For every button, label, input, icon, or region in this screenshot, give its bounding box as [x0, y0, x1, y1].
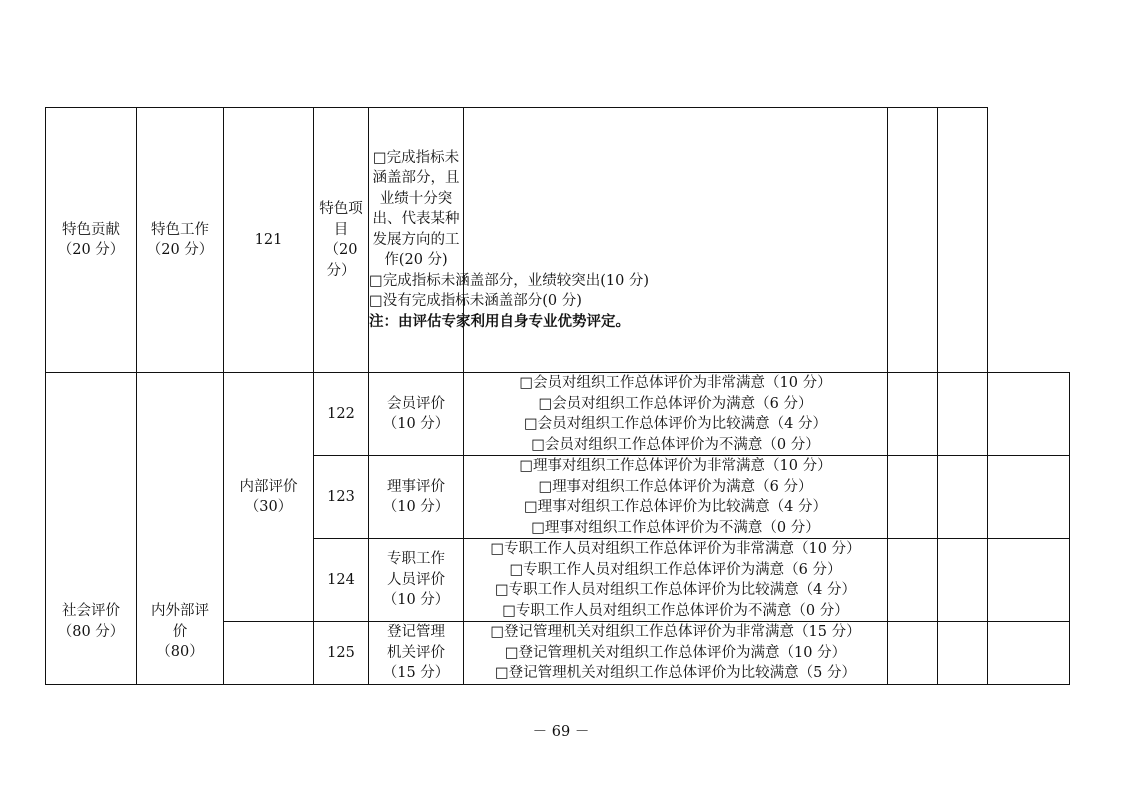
criteria-cell: [464, 539, 888, 622]
criteria-option: □理事对组织工作总体评价为满意（6 分）: [538, 478, 813, 495]
score-cell: [888, 539, 938, 622]
criteria-option: □完成指标未涵盖部分，且业绩十分突出、代表某种发展方向的工作(20 分): [372, 149, 460, 269]
level3-cell: [224, 622, 314, 685]
score-cell: [938, 622, 988, 685]
criteria-option: □理事对组织工作总体评价为比较满意（4 分）: [523, 499, 828, 515]
score-cell: [938, 456, 988, 539]
criteria-option: □理事对组织工作总体评价为不满意（0 分）: [531, 519, 820, 536]
level3-cell: 内部评价 （30）: [224, 373, 314, 622]
criteria-option: □登记管理机关对组织工作总体评价为非常满意（15 分）: [490, 624, 861, 641]
score-cell: [938, 108, 988, 373]
score-cell: [988, 456, 1070, 539]
index-number: 124: [314, 539, 369, 622]
criteria-option: □专职工作人员对组织工作总体评价为非常满意（10 分）: [490, 541, 861, 557]
score-cell: [938, 539, 988, 622]
score-cell: [988, 373, 1070, 456]
table-row-121: [46, 108, 1070, 373]
criteria-option: □没有完成指标未涵盖部分(0 分): [369, 293, 582, 310]
criteria-option: □会员对组织工作总体评价为比较满意（4 分）: [523, 416, 828, 432]
page-number: － 69 －: [532, 724, 590, 740]
index-number: 122: [314, 373, 369, 456]
criteria-option: □会员对组织工作总体评价为满意（6 分）: [538, 395, 813, 412]
item-cell: 理事评价 （10 分）: [369, 456, 464, 539]
evaluation-table: [45, 107, 1070, 685]
criteria-option: □登记管理机关对组织工作总体评价为满意（10 分）: [504, 644, 847, 661]
score-cell: [988, 539, 1070, 622]
criteria-option: □会员对组织工作总体评价为不满意（0 分）: [531, 436, 820, 453]
level2-cell: 内外部评 价 （80）: [137, 373, 224, 685]
score-cell: [938, 373, 988, 456]
item-cell: 登记管理 机关评价 （15 分）: [369, 622, 464, 685]
score-cell: [988, 622, 1070, 685]
table-row-122: [46, 373, 1070, 456]
level1-cell: 特色贡献 （20 分）: [46, 108, 137, 373]
criteria-option: □专职工作人员对组织工作总体评价为不满意（0 分）: [502, 602, 849, 619]
criteria-cell: [464, 456, 888, 539]
score-cell: [888, 108, 938, 373]
score-cell: [888, 373, 938, 456]
level3-cell: 特色项目 （20 分）: [314, 108, 369, 373]
criteria-note: 注：由评估专家利用自身专业优势评定。: [369, 312, 630, 330]
criteria-cell: [464, 373, 888, 456]
criteria-cell: [464, 622, 888, 685]
item-cell: 专职工作 人员评价 （10 分）: [369, 539, 464, 622]
score-cell: [464, 108, 888, 373]
criteria-option: □专职工作人员对组织工作总体评价为满意（6 分）: [509, 561, 842, 578]
criteria-cell: [369, 108, 650, 373]
criteria-option: □完成指标未涵盖部分，业绩较突出(10 分): [369, 272, 650, 289]
criteria-option: □专职工作人员对组织工作总体评价为比较满意（4 分）: [494, 582, 857, 598]
index-number: 125: [314, 622, 369, 685]
level1-cell: 社会评价 （80 分）: [46, 373, 137, 685]
score-cell: [888, 622, 938, 685]
item-cell: 会员评价 （10 分）: [369, 373, 464, 456]
score-cell: [888, 456, 938, 539]
index-number: 121: [224, 108, 314, 373]
index-number: 123: [314, 456, 369, 539]
criteria-option: □理事对组织工作总体评价为非常满意（10 分）: [519, 458, 832, 474]
criteria-option: □会员对组织工作总体评价为非常满意（10 分）: [519, 375, 832, 391]
criteria-option: □登记管理机关对组织工作总体评价为比较满意（5 分）: [494, 665, 857, 682]
level2-cell: 特色工作 （20 分）: [137, 108, 224, 373]
